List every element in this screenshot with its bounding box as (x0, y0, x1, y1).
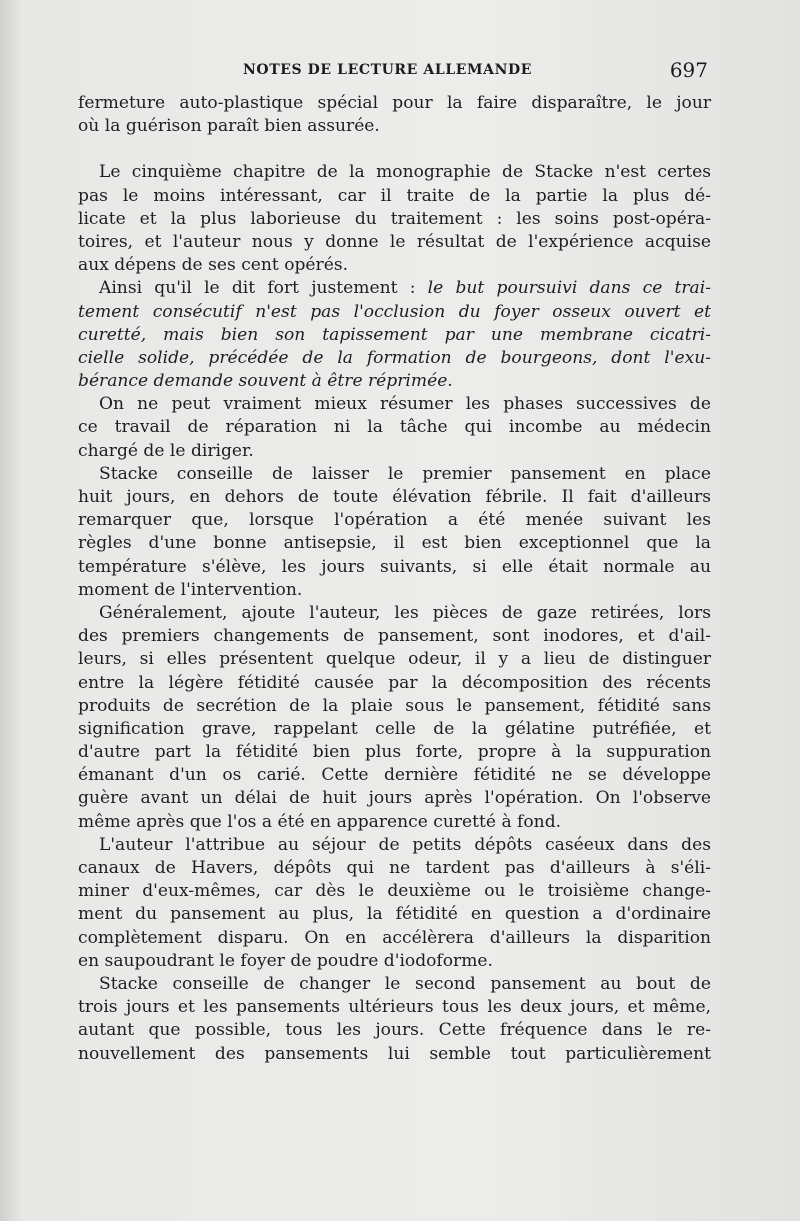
text-line: aux dépens de ses cent opérés. (78, 255, 349, 276)
text-line-roman-part: Ainsi qu'il le dit fort justement : (99, 278, 428, 299)
text-line: entre la légère fétidité causée par la décomposition des récents (78, 672, 711, 693)
page-number: 697 (669, 58, 708, 82)
text-line: des premiers changements de pansement, sont inodores, et d'ail- (78, 626, 711, 647)
text-line: règles d'une bonne antisepsie, il est bien exceptionnel que la (78, 533, 711, 554)
text-line: huit jours, en dehors de toute élévation fébrile. Il fait d'ailleurs (78, 487, 711, 507)
text-line: remarquer que, lorsque l'opération a été menée suivant les (78, 510, 711, 531)
text-line: complètement disparu. On en accélèrera d'ailleurs la disparition (78, 927, 711, 948)
text-line: miner d'eux-mêmes, car dès le deuxième ou le troisième change- (78, 881, 711, 902)
text-line: moment de l'intervention. (78, 579, 303, 600)
text-line: ment du pansement au plus, la fétidité en question a d'ordinaire (78, 904, 711, 925)
text-line: ce travail de réparation ni la tâche qui incombe au médecin (78, 417, 711, 438)
running-title: NOTES DE LECTURE ALLEMANDE (243, 62, 533, 78)
text-line: Stacke conseille de changer le second pansement au bout de (99, 973, 711, 994)
text-line: guère avant un délai de huit jours après l'opération. On l'observe (78, 788, 711, 809)
text-line: tement consécutif n'est pas l'occlusion du foyer osseux ouvert et (78, 301, 711, 322)
text-line: Stacke conseille de laisser le premier pansement en place (99, 463, 711, 484)
text-line: fermeture auto-plastique spécial pour la faire disparaître, le jour (78, 93, 711, 113)
text-line: Généralement, ajoute l'auteur, les pièces de gaze retirées, lors (99, 602, 711, 623)
text-line: signification grave, rappelant celle de la gélatine putréfiée, et (78, 718, 711, 739)
text-line: leurs, si elles présentent quelque odeur, il y a lieu de distinguer (78, 649, 711, 670)
text-line: même après que l'os a été en apparence curetté à fond. (78, 811, 562, 832)
text-line: produits de secrétion de la plaie sous le pansement, fétidité sans (78, 695, 711, 716)
text-line-mixed (78, 277, 711, 300)
text-line: L'auteur l'attribue au séjour de petits dépôts caséeux dans des (99, 834, 711, 855)
paragraph-gap (78, 138, 711, 161)
text-line: chargé de le diriger. (78, 440, 254, 461)
text-line: canaux de Havers, dépôts qui ne tardent pas d'ailleurs à s'éli- (78, 858, 711, 878)
text-line: toires, et l'auteur nous y donne le résultat de l'expérience acquise (78, 231, 711, 252)
text-line: température s'élève, les jours suivants, si elle était normale au (78, 556, 711, 577)
text-line: cielle solide, précédée de la formation de bourgeons, dont l'exu- (78, 347, 711, 368)
text-line: bérance demande souvent à être réprimée. (78, 371, 453, 392)
text-line: trois jours et les pansements ultérieurs tous les deux jours, et même, (78, 997, 711, 1018)
text-line: pas le moins intéressant, car il traite de la partie la plus dé- (78, 185, 711, 206)
text-line-italic-part: le but poursuivi dans ce trai- (427, 278, 711, 299)
text-line: émanant d'un os carié. Cette dernière fétidité ne se développe (78, 765, 711, 786)
text-line: curetté, mais bien son tapissement par une membrane cicatri- (78, 324, 711, 345)
text-line: d'autre part la fétidité bien plus forte, propre à la suppuration (78, 742, 711, 763)
text-line: autant que possible, tous les jours. Cette fréquence dans le re- (78, 1020, 711, 1041)
body-text (78, 92, 711, 1066)
text-line: en saupoudrant le foyer de poudre d'iodoforme. (78, 950, 493, 971)
text-line: On ne peut vraiment mieux résumer les phases successives de (99, 394, 711, 415)
page-header (78, 58, 710, 84)
text-line: où la guérison paraît bien assurée. (78, 116, 380, 137)
text-line: nouvellement des pansements lui semble tout particulièrement (78, 1043, 711, 1064)
text-line: Le cinquième chapitre de la monographie de Stacke n'est certes (99, 162, 711, 183)
text-line: licate et la plus laborieuse du traitement : les soins post-opéra- (78, 208, 711, 229)
